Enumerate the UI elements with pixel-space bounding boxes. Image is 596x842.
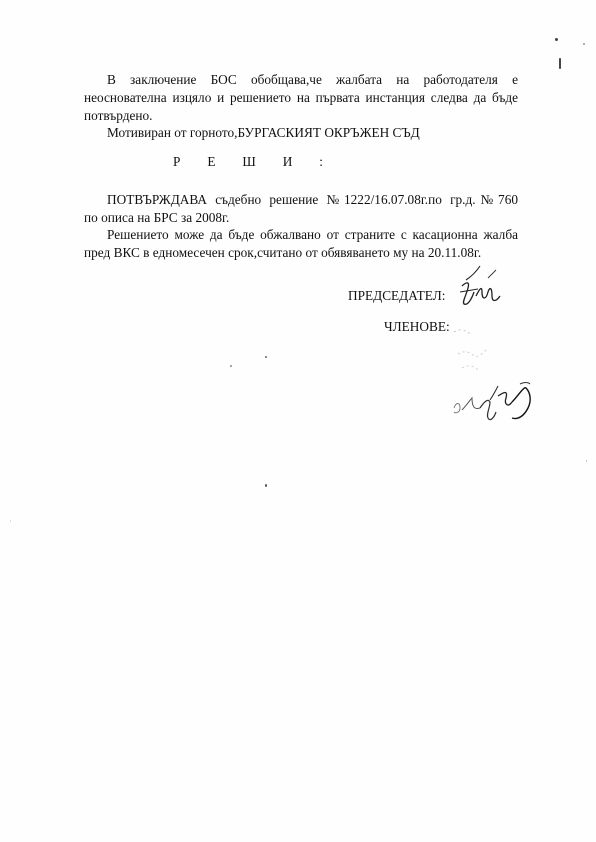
chair-label: ПРЕДСЕДАТЕЛ: xyxy=(348,288,446,303)
member-signature xyxy=(446,378,542,430)
appeal-line-1: Решението може да бъде обжалвано от страните с касационна жалба xyxy=(107,227,518,242)
member-signature-faint xyxy=(448,320,508,380)
paragraph-conclusion-line-3: потвърдено. xyxy=(84,108,153,123)
paragraph-conclusion-line-1: В заключение БОС обобщава,че жалбата на работодателя е xyxy=(107,72,518,87)
resolution-letter: : xyxy=(319,154,323,169)
resolution-heading xyxy=(173,154,323,170)
confirm-line-2: по описа на БРС за 2008г. xyxy=(84,210,230,225)
scan-speck xyxy=(555,38,558,41)
resolution-letter: И xyxy=(282,154,293,169)
resolution-letter: Ш xyxy=(242,154,256,169)
scan-speck xyxy=(559,58,561,69)
chair-signature xyxy=(452,262,512,312)
members-label: ЧЛЕНОВЕ: xyxy=(384,319,450,334)
scan-speck xyxy=(10,520,11,522)
motive-line: Мотивиран от горното,БУРГАСКИЯТ ОКРЪЖЕН СЪД xyxy=(107,125,420,140)
scan-speck xyxy=(265,356,267,358)
resolution-letter: Е xyxy=(207,154,216,169)
scan-speck xyxy=(583,43,585,45)
appeal-line-2: пред ВКС в едномесечен срок,считано от обявяването му на 20.11.08г. xyxy=(84,245,482,260)
confirm-line-1: ПОТВЪРЖДАВА съдебно решение №1222/16.07.08г.по гр.д.№760 xyxy=(107,192,518,207)
scan-speck xyxy=(230,365,232,367)
paragraph-conclusion-line-2: неоснователна изцяло и решението на първата инстанция следва да бъде xyxy=(84,90,518,105)
scan-speck xyxy=(265,484,267,487)
resolution-letter: Р xyxy=(173,154,181,169)
scan-speck xyxy=(586,460,587,462)
